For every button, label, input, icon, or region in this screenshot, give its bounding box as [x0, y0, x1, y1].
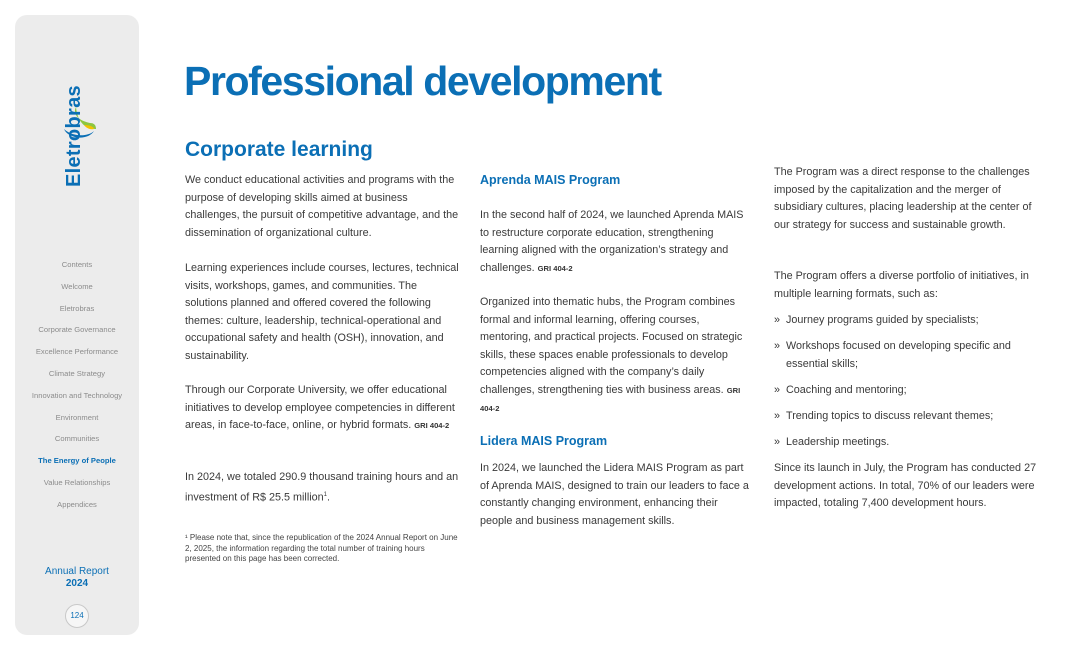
col3-paragraph-2: The Program offers a diverse portfolio of initiatives, in multiple learning formats, such as:: [774, 270, 1029, 300]
list-item: [774, 338, 1042, 373]
nav-item-energy-of-people[interactable]: The Energy of People: [38, 456, 116, 466]
col3-paragraph-3: Since its launch in July, the Program has conducted 27 development actions. In total, 70% of our leaders were impacted, totaling 7,400 development hours.: [774, 462, 1037, 510]
initiatives-list: [774, 312, 1042, 460]
nav-item-appendices[interactable]: Appendices: [57, 499, 97, 509]
section-heading: Corporate learning: [185, 138, 373, 161]
col2-paragraph-3: In 2024, we launched the Lidera MAIS Program as part of Aprenda MAIS, designed to train our leaders to face a constantly changing environment, enhancing their people and business management skills.: [480, 462, 749, 527]
col1-paragraph-3: [185, 382, 460, 435]
brand-wordmark: Eletrobras: [63, 85, 85, 187]
page-number: 124: [65, 604, 89, 628]
col2-paragraph-2-text: Organized into thematic hubs, the Program combines formal and informal learning, offering courses, mentoring, and practical projects. Focused on strategic skills, these spaces enable professionals to develop competencies aligned with the company’s daily challenges, strengthening ties with business areas.: [480, 296, 743, 396]
gri-tag: GRI 404-2: [480, 385, 741, 413]
bullet-marker: »: [774, 314, 781, 326]
nav-item-environment[interactable]: Environment: [55, 412, 99, 422]
col1-paragraph-4-end: .: [326, 491, 330, 504]
bullet-marker: »: [774, 339, 781, 352]
nav-item-excellence-performance[interactable]: Excellence Performance: [35, 347, 119, 357]
list-item-text: Workshops focused on developing specific and essential skills;: [786, 339, 1011, 370]
col2-paragraph-2: [480, 294, 750, 417]
list-item-text: Coaching and mentoring;: [786, 383, 907, 396]
col1-paragraph-4-text: In 2024, we totaled 290.9 thousand training hours and an investment of R$ 25.5 million: [185, 471, 459, 504]
list-item: [774, 312, 1042, 330]
nav-item-innovation-technology[interactable]: Innovation and Technology: [31, 390, 123, 400]
bullet-marker: »: [774, 435, 781, 448]
annual-report-text: Annual Report: [45, 566, 109, 577]
gri-tag: GRI 404-2: [537, 263, 573, 273]
lidera-mais-heading: Lidera MAIS Program: [480, 434, 608, 448]
aprenda-mais-heading: Aprenda MAIS Program: [480, 173, 621, 187]
col1-paragraph-3-text: Through our Corporate University, we offer educational initiatives to develop employee competencies in different areas, in face-to-face, online, or hybrid formats.: [185, 384, 455, 432]
col1-paragraph-2: Learning experiences include courses, lectures, technical visits, workshops, games, and communities. The solutions planned and offered covered the following themes: culture, leadership, technical-operational and occupational safety and health (OSH), innovation, and sustainability.: [185, 262, 459, 362]
col2-paragraph-1: [480, 207, 750, 277]
list-item: [774, 434, 1042, 452]
bullet-marker: »: [774, 409, 781, 422]
annual-report-year: 2024: [65, 578, 89, 589]
col2-paragraph-1-text: In the second half of 2024, we launched Aprenda MAIS to restructure corporate education, strengthening learning aligned with the organization’s strategy and challenges.: [480, 209, 744, 274]
list-item-text: Leadership meetings.: [786, 435, 890, 448]
nav-item-communities[interactable]: Communities: [54, 434, 100, 444]
bullet-marker: »: [774, 383, 781, 396]
page-title: Professional development: [184, 58, 661, 104]
col1-paragraph-1: We conduct educational activities and programs with the purpose of developing skills aimed at business challenges, the pursuit of competitive advantage, and the dissemination of organizational culture.: [185, 174, 459, 239]
nav-item-corporate-governance[interactable]: Corporate Governance: [38, 325, 116, 335]
sidebar: [15, 15, 139, 635]
sidebar-nav: [15, 254, 139, 516]
list-item: [774, 382, 1042, 400]
col3-paragraph-1: The Program was a direct response to the challenges imposed by the capitalization and the merger of subsidiary cultures, placing leadership at the center of our strategy for success and sustainable growth.: [774, 166, 1032, 231]
nav-item-welcome[interactable]: Welcome: [61, 281, 93, 291]
footnote-ref: 1: [323, 491, 327, 498]
list-item-text: Trending topics to discuss relevant themes;: [786, 409, 994, 422]
nav-item-contents[interactable]: Contents: [61, 260, 93, 269]
nav-item-value-relationships[interactable]: Value Relationships: [43, 477, 111, 487]
gri-tag: GRI 404-2: [414, 421, 450, 431]
list-item: [774, 408, 1042, 426]
col1-paragraph-4: [185, 469, 460, 507]
annual-report-label: [15, 566, 139, 590]
list-item-text: Journey programs guided by specialists;: [786, 314, 979, 326]
footnote: ¹ Please note that, since the republication of the 2024 Annual Report on June 2, 2025, the information regarding the total number of training hours presented on this page has been corrected.: [185, 533, 458, 563]
nav-item-eletrobras[interactable]: Eletrobras: [59, 303, 95, 313]
nav-item-climate-strategy[interactable]: Climate Strategy: [48, 368, 106, 378]
